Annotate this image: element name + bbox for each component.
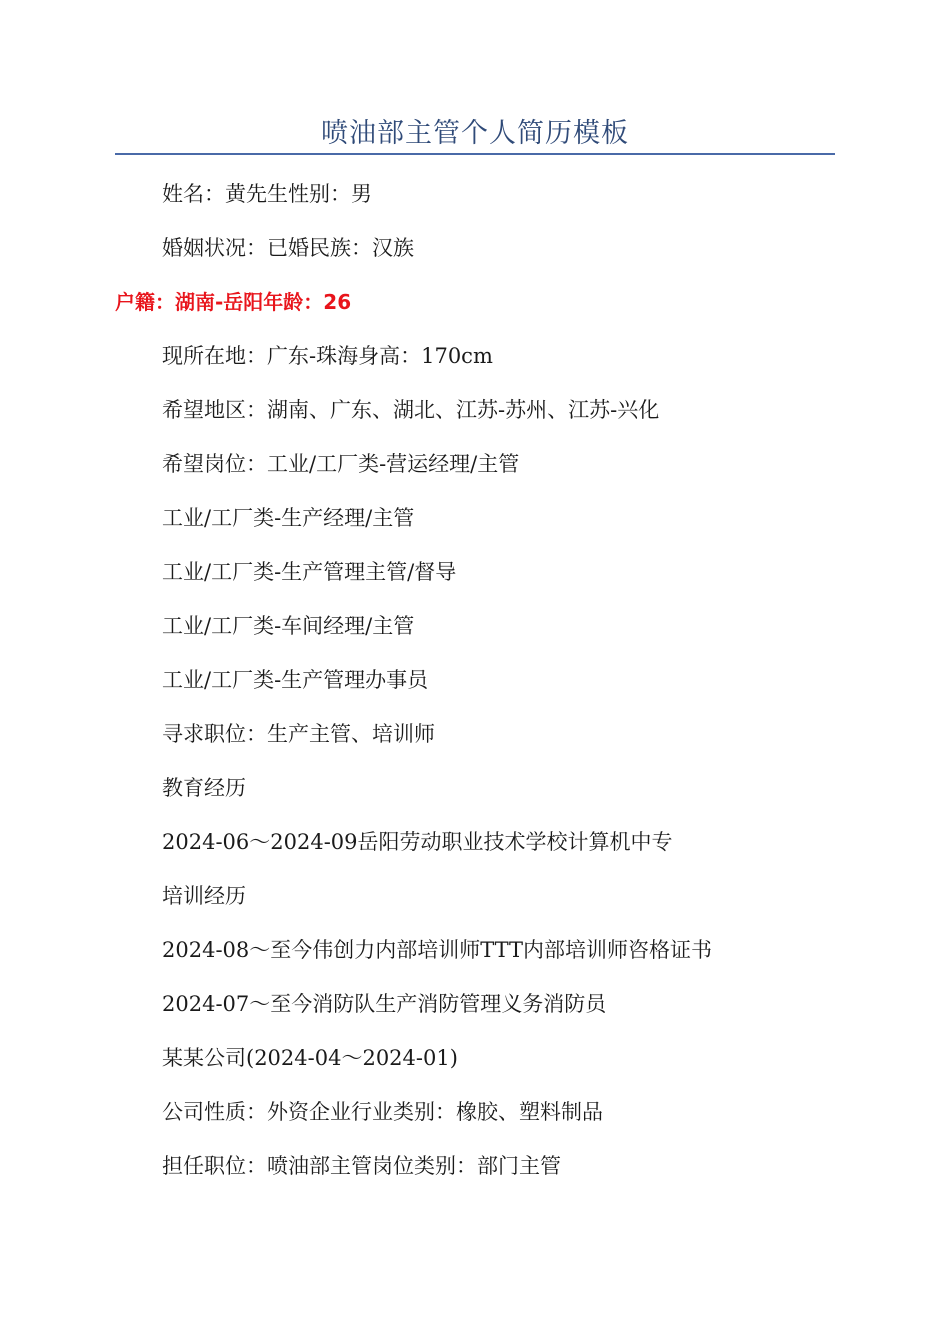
line-desired-regions: 希望地区：湖南、广东、湖北、江苏-苏州、江苏-兴化	[162, 398, 660, 422]
line-job-title: 担任职位：喷油部主管岗位类别：部门主管	[162, 1154, 561, 1178]
line-position-2: 工业/工厂类-生产经理/主管	[162, 506, 415, 530]
line-training-entry-1: 2024-08～至今伟创力内部培训师TTT内部培训师咨格证书	[162, 938, 713, 962]
line-position-4: 工业/工厂类-车间经理/主管	[162, 614, 415, 638]
resume-body	[0, 176, 950, 1202]
line-desired-position: 希望岗位：工业/工厂类-营运经理/主管	[162, 452, 520, 476]
title-underline	[115, 153, 835, 155]
line-education-entry: 2024-06～2024-09岳阳劳动职业技术学校计算机中专	[162, 830, 673, 854]
line-location-height: 现所在地：广东-珠海身高：170cm	[162, 344, 493, 368]
section-education: 教育经历	[162, 776, 246, 800]
line-company-nature: 公司性质：外资企业行业类别：橡胶、塑料制品	[162, 1100, 603, 1124]
section-training: 培训经历	[162, 884, 246, 908]
line-position-3: 工业/工厂类-生产管理主管/督导	[162, 560, 457, 584]
line-training-entry-2: 2024-07～至今消防队生产消防管理义务消防员	[162, 992, 607, 1016]
line-company: 某某公司(2024-04～2024-01)	[162, 1046, 458, 1070]
line-name-gender: 姓名：黄先生性别：男	[162, 182, 372, 206]
line-hukou-age: 户籍：湖南-岳阳年龄：26	[115, 290, 352, 314]
document-title: 喷油部主管个人简历模板	[321, 118, 629, 149]
line-marital-ethnicity: 婚姻状况：已婚民族：汉族	[162, 236, 414, 260]
line-position-5: 工业/工厂类-生产管理办事员	[162, 668, 429, 692]
line-sought-position: 寻求职位：生产主管、培训师	[162, 722, 435, 746]
